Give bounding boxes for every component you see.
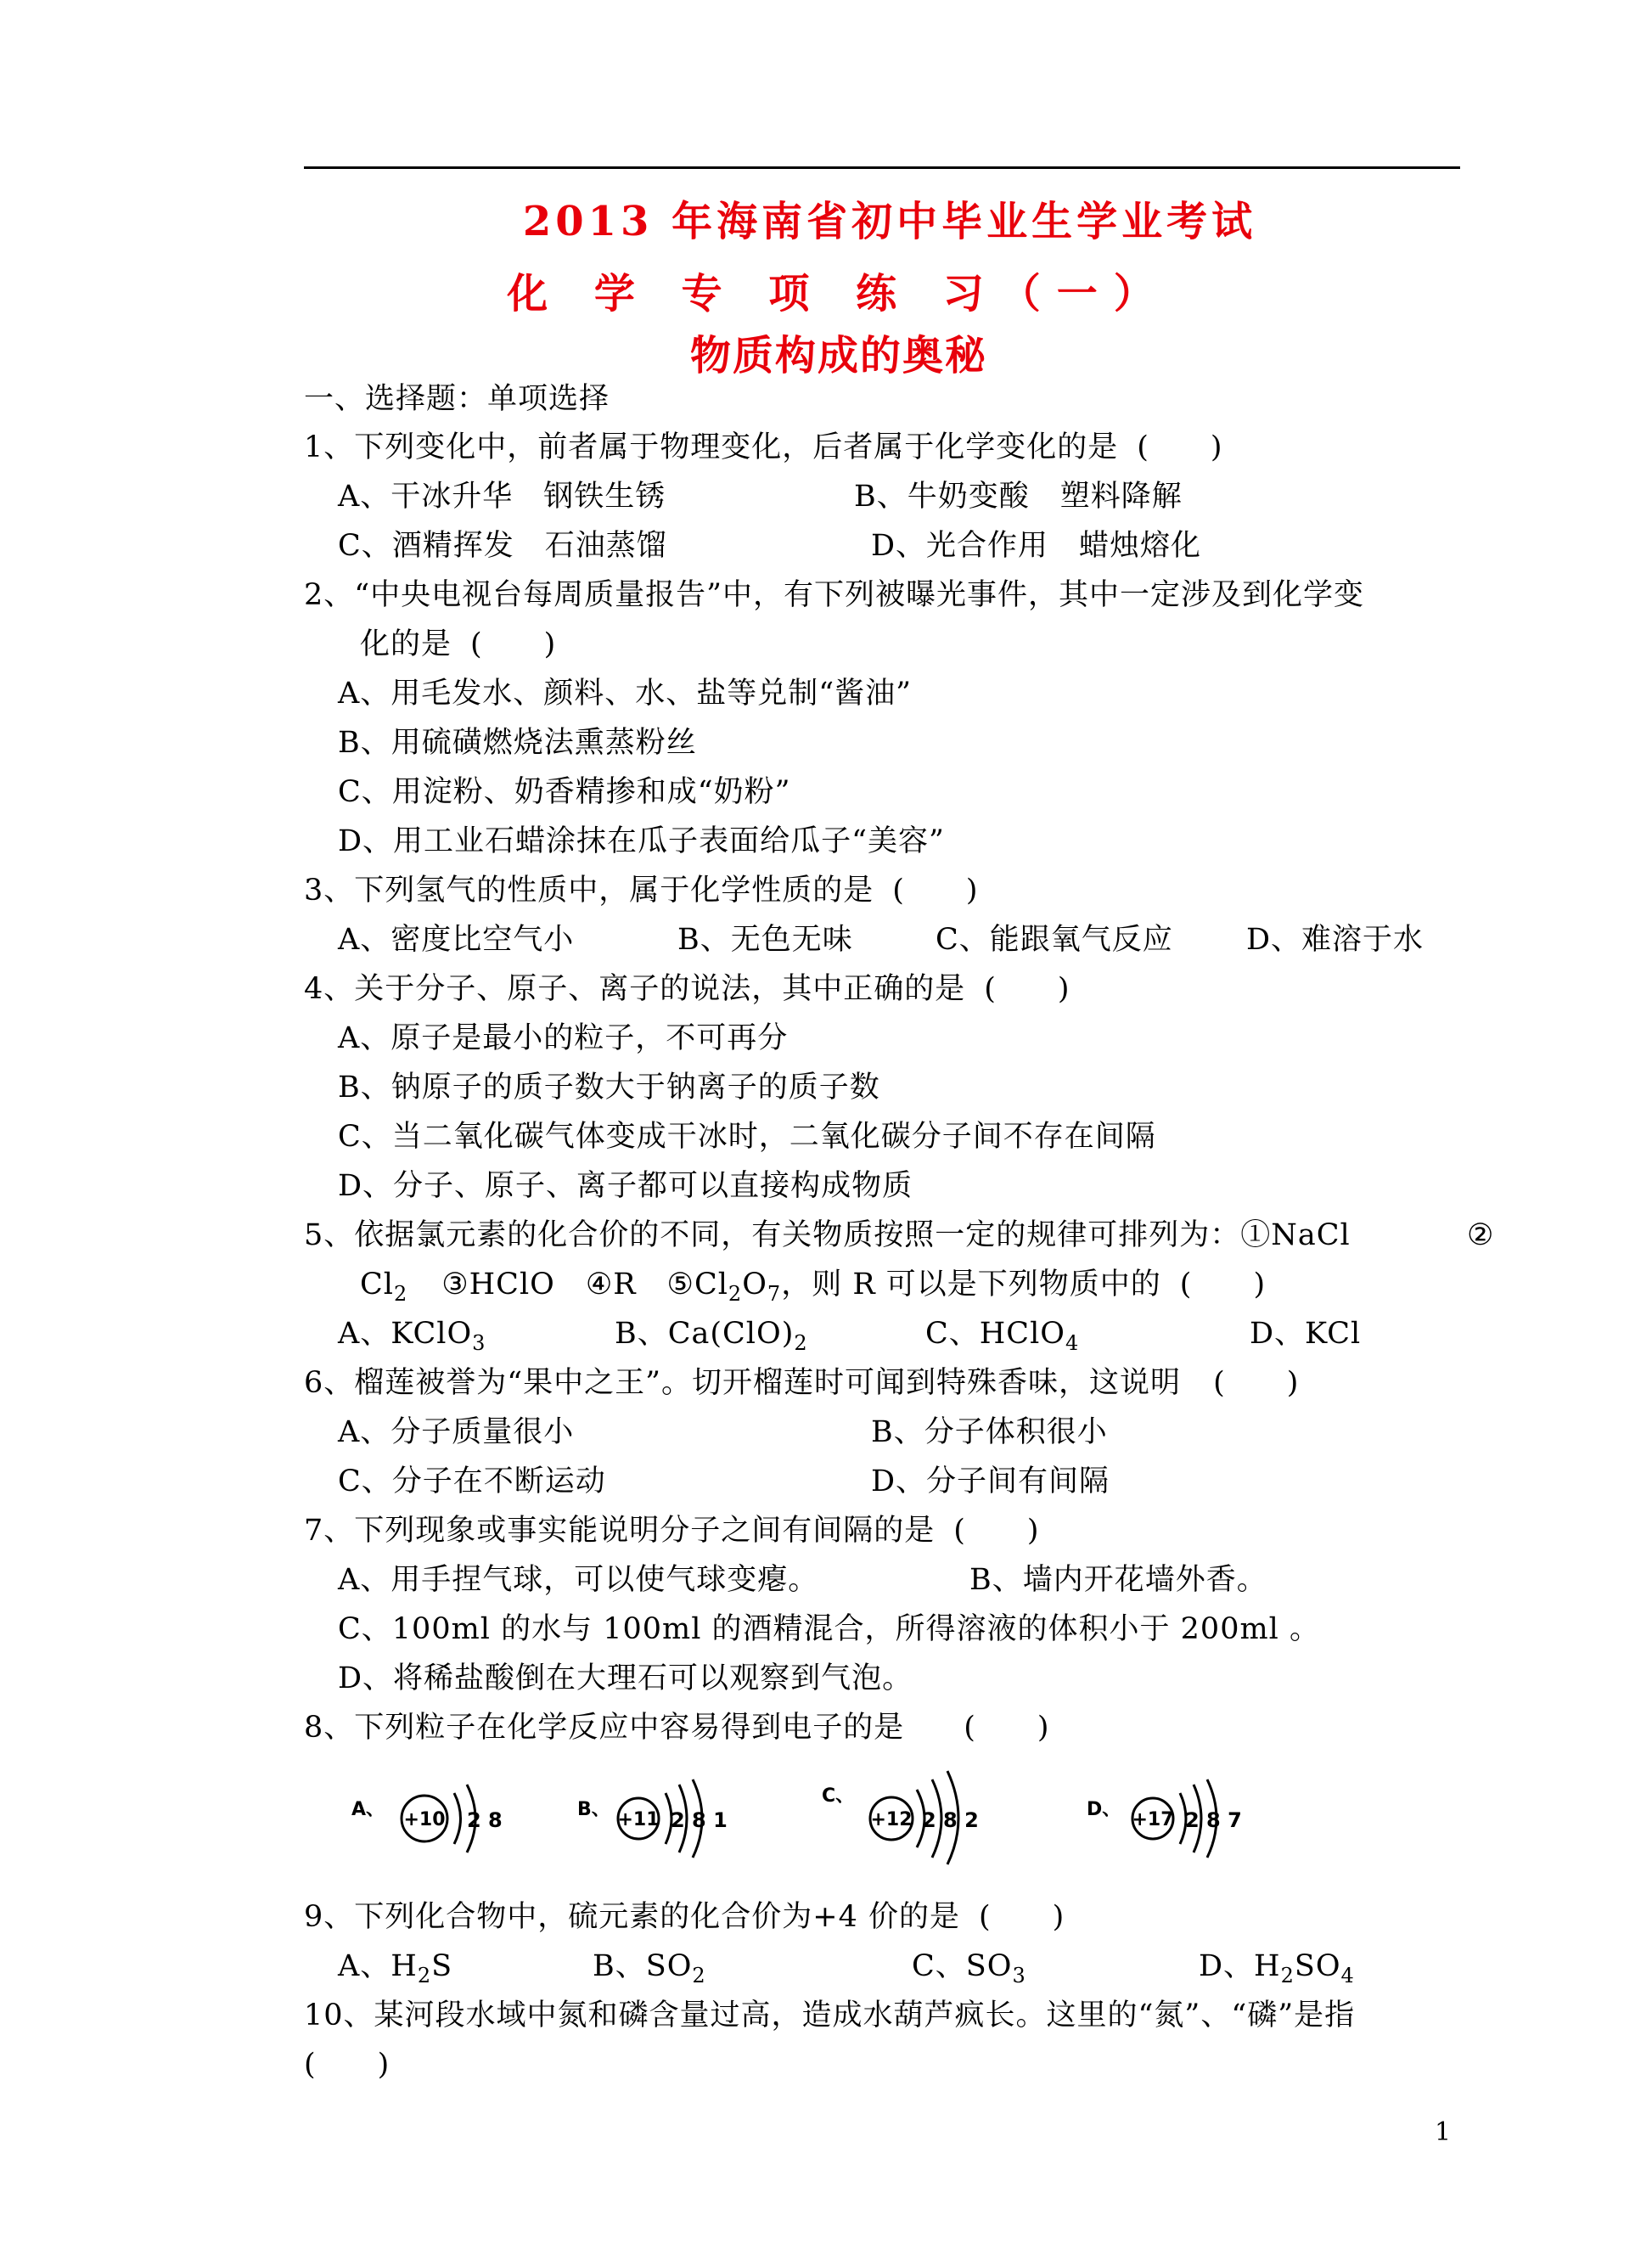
q2-option-d: D、用工业石蜡涂抹在瓜子表面给瓜子“美容” <box>338 824 945 858</box>
subscript: 2 <box>728 1282 743 1306</box>
subscript: 2 <box>692 1964 706 1987</box>
q9-option-b <box>593 1948 706 1994</box>
nucleus-charge: +11 <box>617 1809 660 1830</box>
nucleus-charge: +17 <box>1132 1809 1174 1830</box>
q8-stem: 8、下列粒子在化学反应中容易得到电子的是 <box>304 1711 905 1745</box>
q5-stem-line1: 5、依据氯元素的化合价的不同，有关物质按照一定的规律可排列为：①NaCl <box>304 1218 1351 1252</box>
answer-blank: ( ) <box>470 627 557 661</box>
q3-stem: 3、下列氢气的性质中，属于化学性质的是 <box>304 874 874 908</box>
answer-blank: ( ) <box>979 1900 1065 1934</box>
atom-diagram-d <box>1083 1773 1270 1866</box>
subscript: 2 <box>794 1331 808 1355</box>
q9-stem: 9、下列化合物中，硫元素的化合价为+4 价的是 <box>304 1900 960 1934</box>
answer-blank: ( ) <box>964 1711 1050 1745</box>
q7-option-c: C、100ml 的水与 100ml 的酒精混合，所得溶液的体积小于 200ml 。 <box>338 1612 1320 1646</box>
subscript: 2 <box>417 1964 432 1987</box>
atom-diagram-b <box>574 1773 744 1866</box>
shell-electrons: 2 8 2 <box>922 1808 979 1832</box>
q5-c-text: C、HClO <box>925 1317 1065 1351</box>
question-7 <box>304 1512 1040 1549</box>
answer-blank: ( ) <box>1213 1366 1300 1400</box>
atom-diagram-c <box>815 1756 993 1866</box>
q9-option-d <box>1199 1948 1355 1994</box>
subscript: 3 <box>1012 1964 1026 1987</box>
subscript: 2 <box>393 1282 408 1306</box>
option-label: B、 <box>577 1799 610 1820</box>
q6-option-b: B、分子体积很小 <box>871 1415 1108 1449</box>
option-label: C、 <box>822 1785 855 1807</box>
shell-electrons: 2 8 <box>467 1808 503 1832</box>
shell-electrons: 2 8 1 <box>671 1808 728 1832</box>
q3-option-d: D、难溶于水 <box>1246 923 1424 957</box>
question-2-line2 <box>360 626 556 663</box>
answer-blank: ( ) <box>984 972 1070 1006</box>
q2-option-b: B、用硫磺燃烧法熏蒸粉丝 <box>338 726 697 760</box>
q5-option-d: D、KCl <box>1250 1317 1362 1351</box>
question-9 <box>304 1898 1065 1936</box>
q5-oxygen: O <box>742 1268 767 1301</box>
q6-option-d: D、分子间有间隔 <box>871 1465 1110 1498</box>
q5-option-c <box>925 1315 1079 1362</box>
option-label: D、 <box>1087 1799 1121 1820</box>
q7-option-b: B、墙内开花墙外香。 <box>969 1563 1267 1597</box>
q9-option-c <box>912 1948 1026 1994</box>
question-6 <box>304 1364 1299 1402</box>
q3-option-b: B、无色无味 <box>677 923 853 957</box>
q9-d-text: D、H <box>1199 1949 1281 1983</box>
q9-option-a <box>338 1948 452 1994</box>
q1-option-d: D、光合作用 蜡烛熔化 <box>871 529 1202 563</box>
q2-stem-line1: 2、“中央电视台每周质量报告”中，有下列被曝光事件，其中一定涉及到化学变 <box>304 578 1365 612</box>
question-1 <box>304 429 1223 466</box>
subscript: 4 <box>1065 1331 1080 1355</box>
q5-option-b <box>615 1315 808 1362</box>
q3-option-c: C、能跟氧气反应 <box>936 923 1173 957</box>
q5-b-text: B、Ca(ClO) <box>615 1317 795 1351</box>
answer-blank: ( ) <box>953 1514 1040 1548</box>
q1-option-c: C、酒精挥发 石油蒸馏 <box>338 529 667 563</box>
q5-option-a <box>338 1315 486 1362</box>
q5-circled-two: ② <box>1467 1218 1495 1252</box>
q4-option-d: D、分子、原子、离子都可以直接构成物质 <box>338 1169 913 1203</box>
page-number: 1 <box>1435 2117 1452 2147</box>
q6-stem: 6、榴莲被誉为“果中之王”。切开榴莲时可闻到特殊香味，这说明 <box>304 1366 1182 1400</box>
exam-subtitle: 化 学 专 项 练 习（一） <box>507 270 1171 318</box>
q9-a-text: A、H <box>338 1949 418 1983</box>
answer-blank: ( ) <box>1137 430 1223 464</box>
q2-option-c: C、用淀粉、奶香精掺和成“奶粉” <box>338 775 791 809</box>
q6-option-c: C、分子在不断运动 <box>338 1465 606 1498</box>
nucleus-charge: +10 <box>403 1809 446 1830</box>
exam-title: 2013 年海南省初中毕业生学业考试 <box>522 198 1257 245</box>
q1-option-a: A、干冰升华 钢铁生锈 <box>338 480 666 514</box>
q1-option-b: B、牛奶变酸 塑料降解 <box>854 480 1183 514</box>
q5-stem-end: ，则 R 可以是下列物质中的 <box>781 1268 1161 1301</box>
q7-option-a: A、用手捏气球，可以使气球变瘪。 <box>338 1563 819 1597</box>
q9-b-text: B、SO <box>593 1949 693 1983</box>
question-5-line2 <box>360 1266 1266 1313</box>
subscript: 7 <box>767 1282 782 1306</box>
question-3 <box>304 872 979 909</box>
q5-cl2: Cl <box>360 1268 394 1301</box>
q4-option-c: C、当二氧化碳气体变成干冰时，二氧化碳分子间不存在间隔 <box>338 1120 1156 1154</box>
question-8 <box>304 1709 1050 1746</box>
q9-a-text2: S <box>431 1949 453 1983</box>
shell-electrons: 2 8 7 <box>1185 1808 1242 1832</box>
subscript: 4 <box>1340 1964 1355 1987</box>
atom-diagram-a <box>348 1773 509 1866</box>
q4-option-a: A、原子是最小的粒子，不可再分 <box>338 1021 789 1055</box>
nucleus-charge: +12 <box>870 1809 913 1830</box>
answer-blank: ( ) <box>304 2048 391 2082</box>
q2-option-a: A、用毛发水、颜料、水、盐等兑制“酱油” <box>338 677 913 711</box>
q3-option-a: A、密度比空气小 <box>338 923 575 957</box>
q9-c-text: C、SO <box>912 1949 1013 1983</box>
answer-blank: ( ) <box>1179 1268 1267 1301</box>
topic-title: 物质构成的奥秘 <box>689 332 987 379</box>
section-heading: 一、选择题：单项选择 <box>304 382 610 416</box>
q4-option-b: B、钠原子的质子数大于钠离子的质子数 <box>338 1071 880 1105</box>
q5-list: ③HClO ④R ⑤Cl <box>441 1268 728 1301</box>
q7-stem: 7、下列现象或事实能说明分子之间有间隔的是 <box>304 1514 936 1548</box>
subscript: 3 <box>472 1331 486 1355</box>
q9-d-text2: SO <box>1294 1949 1341 1983</box>
q7-option-d: D、将稀盐酸倒在大理石可以观察到气泡。 <box>338 1661 913 1695</box>
q2-stem-line2: 化的是 <box>360 627 452 661</box>
q10-stem: 10、某河段水域中氮和磷含量过高，造成水葫芦疯长。这里的“氮”、“磷”是指 <box>304 1999 1356 2032</box>
question-4 <box>304 970 1070 1008</box>
q6-option-a: A、分子质量很小 <box>338 1415 575 1449</box>
q5-a-text: A、KClO <box>338 1317 473 1351</box>
answer-blank: ( ) <box>892 874 979 908</box>
top-rule <box>304 166 1460 169</box>
q4-stem: 4、关于分子、原子、离子的说法，其中正确的是 <box>304 972 966 1006</box>
q1-stem: 1、下列变化中，前者属于物理变化，后者属于化学变化的是 <box>304 430 1119 464</box>
subscript: 2 <box>1280 1964 1295 1987</box>
option-label: A、 <box>351 1799 385 1820</box>
